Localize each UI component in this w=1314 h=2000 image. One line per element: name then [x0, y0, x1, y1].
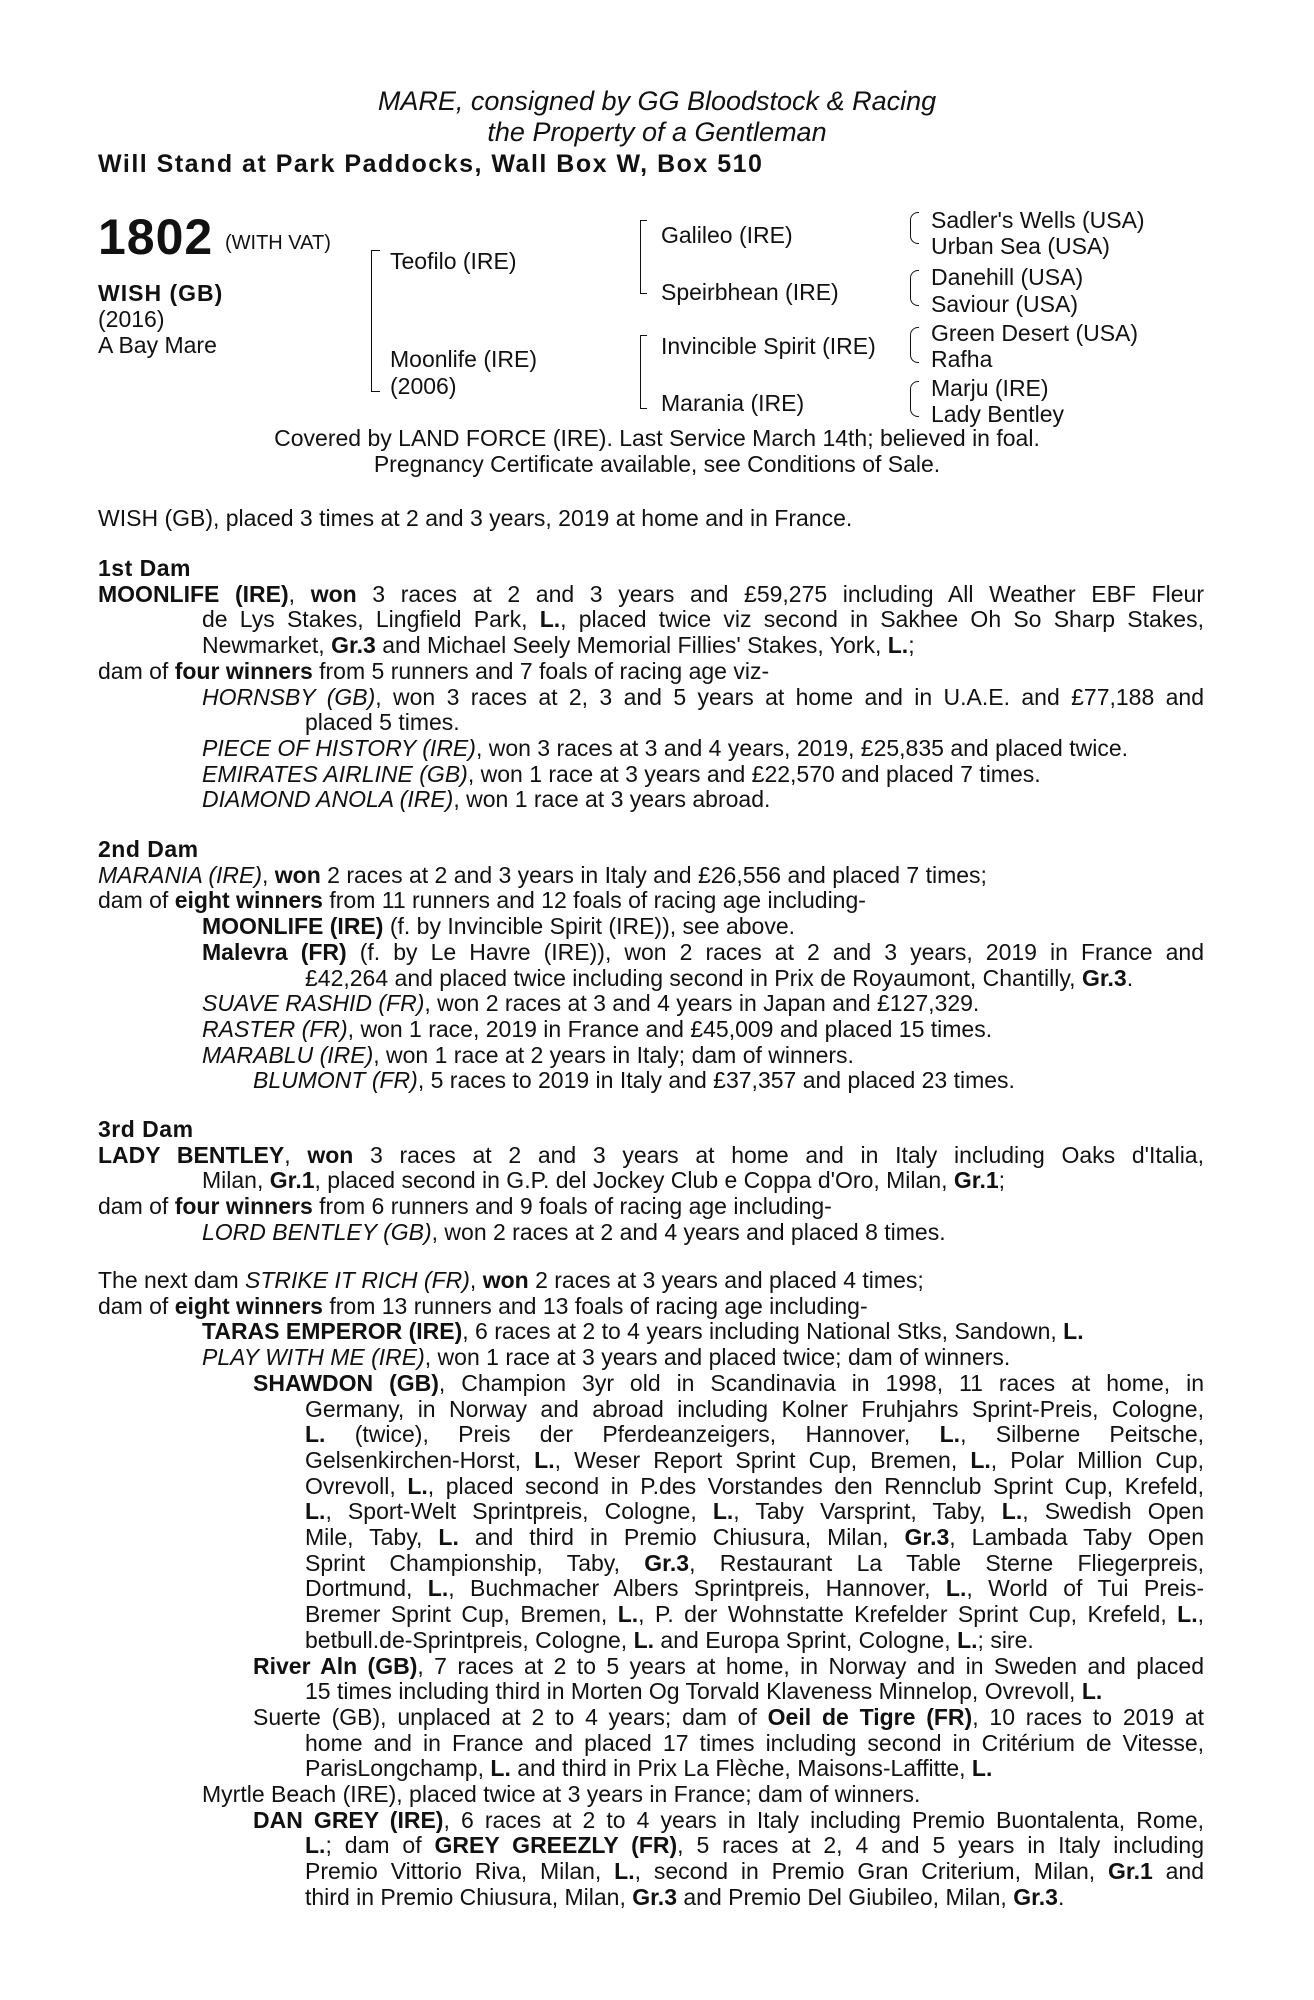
text-run: Ovrevoll,	[305, 1472, 408, 1499]
text-line	[98, 1268, 1204, 1294]
text-run: and Europa Sprint, Cologne,	[654, 1626, 958, 1653]
text-run: , P. der Wohnstatte Krefelder Sprint Cup, Krefeld,	[638, 1601, 1178, 1628]
text-run: MOONLIFE (IRE)	[202, 913, 384, 940]
text-run: Gr.1	[953, 1167, 999, 1194]
text-run: , won 1 race at 3 years abroad.	[453, 786, 771, 813]
pedigree-dam-sire: Invincible Spirit (IRE)	[661, 333, 876, 359]
text-line	[98, 685, 1204, 711]
text-run: third in Premio Chiusura, Milan,	[305, 1883, 633, 1910]
text-line	[98, 914, 1204, 940]
text-run: 3 races at 2 and 3 years and £59,275 including All Weather EBF Fleur	[356, 580, 1204, 607]
text-line	[98, 1833, 1204, 1859]
text-line	[98, 659, 1204, 685]
text-run: , 5 races at 2, 4 and 5 years in Italy including	[677, 1832, 1204, 1859]
text-line	[98, 1068, 1204, 1094]
text-run: ; sire.	[977, 1626, 1034, 1653]
text-run: (f. by Le Havre (IRE)), won 2 races at 2 and 3 years, 2019 in France and	[346, 938, 1204, 965]
text-run: Gr.3	[331, 632, 376, 659]
section-heading: 2nd Dam	[98, 836, 199, 862]
text-line	[98, 1319, 1204, 1345]
text-run: DIAMOND ANOLA (IRE)	[202, 786, 454, 813]
text-run: , won 3 races at 2, 3 and 5 years at home and in U.A.E. and £77,188 and	[375, 683, 1204, 710]
text-run: L.	[407, 1472, 428, 1499]
text-run: £42,264 and placed twice including second in Prix de Royaumont, Chantilly,	[305, 964, 1082, 991]
text-line	[98, 633, 1204, 659]
text-run: Bremer Sprint Cup, Bremen,	[305, 1601, 618, 1628]
text-run: ;	[998, 1167, 1006, 1194]
pedigree-dds: Marju (IRE)	[931, 375, 1049, 401]
text-line	[98, 1345, 1204, 1371]
pedigree-dam-year: (2006)	[390, 373, 457, 399]
text-run: TARAS EMPEROR (IRE)	[202, 1318, 463, 1345]
text-run: L.	[305, 1498, 326, 1525]
text-run: L.	[614, 1858, 635, 1885]
pedigree-sire-sire: Galileo (IRE)	[661, 222, 793, 248]
text-line	[98, 1602, 1204, 1628]
covered-note	[0, 426, 1314, 477]
text-line	[98, 1654, 1204, 1680]
text-run: L.	[534, 1446, 555, 1473]
horse-year: (2016)	[98, 306, 165, 332]
text-line	[98, 1474, 1204, 1500]
text-run: Sprint Championship, Taby,	[305, 1549, 645, 1576]
text-run: Dortmund,	[305, 1575, 428, 1602]
text-line	[98, 1143, 1204, 1169]
text-run: L.	[887, 632, 909, 659]
pedigree-dss: Green Desert (USA)	[931, 320, 1139, 346]
pedigree-sss: Sadler's Wells (USA)	[931, 207, 1145, 233]
pedigree-bracket-ds	[910, 327, 919, 363]
consignor-line: MARE, consigned by GG Bloodstock & Racing	[377, 86, 937, 116]
text-run: L.	[957, 1626, 978, 1653]
text-run: 2 races at 3 years and placed 4 times;	[528, 1267, 924, 1293]
pedigree-ssd: Urban Sea (USA)	[931, 233, 1110, 259]
text-run: , won 1 race at 3 years and placed twice; dam of winners.	[424, 1344, 1011, 1371]
pedigree-sds: Danehill (USA)	[931, 264, 1084, 290]
pedigree-bracket-dam	[640, 335, 647, 409]
first-dam-section	[98, 556, 1204, 813]
text-run: , Swedish Open	[1022, 1498, 1205, 1525]
text-run: PIECE OF HISTORY (IRE)	[202, 734, 476, 761]
text-line	[98, 736, 1204, 762]
text-run: , won 1 race at 2 years in Italy; dam of winners.	[373, 1041, 854, 1068]
text-run: L.	[617, 1601, 639, 1628]
text-run: .	[1126, 964, 1134, 991]
text-run: Milan,	[202, 1167, 270, 1194]
text-run: from 11 runners and 12 foals of racing age including-	[322, 887, 866, 914]
text-run: , 6 races at 2 to 4 years including National Stks, Sandown,	[462, 1318, 1064, 1345]
text-line	[98, 1371, 1204, 1397]
text-run: Mile, Taby,	[305, 1524, 439, 1551]
property-line: the Property of a Gentleman	[487, 117, 827, 147]
text-line	[98, 1628, 1204, 1654]
text-run: ; dam of	[325, 1832, 435, 1859]
text-line	[98, 1756, 1204, 1782]
text-run: PLAY WITH ME (IRE)	[202, 1344, 425, 1371]
text-line	[98, 1168, 1204, 1194]
text-line	[98, 1576, 1204, 1602]
text-run: MARANIA (IRE)	[98, 861, 262, 888]
text-run: L.	[971, 1755, 993, 1782]
text-line	[98, 582, 1204, 608]
text-run: HORNSBY (GB)	[202, 683, 376, 710]
text-run: L.	[438, 1524, 459, 1551]
text-run: de Lys Stakes, Lingfield Park,	[202, 606, 540, 633]
text-line	[98, 1448, 1204, 1474]
text-line	[98, 888, 1204, 914]
text-run: L.	[939, 1421, 961, 1448]
text-line	[98, 762, 1204, 788]
third-dam-section	[98, 1117, 1204, 1246]
text-line	[98, 1220, 1204, 1246]
text-run: L.	[490, 1755, 511, 1782]
text-run: , second in Premio Gran Criterium, Milan,	[634, 1858, 1109, 1885]
text-run: MARABLU (IRE)	[202, 1041, 374, 1068]
horse-name: WISH (GB)	[98, 280, 224, 306]
text-run: BLUMONT (FR)	[253, 1067, 418, 1094]
text-run: , placed second in G.P. del Jockey Club e Coppa d'Oro, Milan,	[314, 1167, 954, 1194]
stabling-line: Will Stand at Park Paddocks, Wall Box W, Box 510	[98, 150, 764, 178]
text-run: Gr.3	[904, 1524, 950, 1551]
text-run: EMIRATES AIRLINE (GB)	[202, 760, 468, 787]
text-line	[98, 1705, 1204, 1731]
text-run: Gelsenkirchen-Horst,	[305, 1446, 535, 1473]
pedigree-sire: Teofilo (IRE)	[390, 248, 517, 274]
text-run: Myrtle Beach (IRE), placed twice at 3 years in France; dam of winners.	[202, 1781, 921, 1808]
lot-number: 1802	[98, 209, 214, 265]
text-run: 2 races at 2 and 3 years in Italy and £26,556 and placed 7 times;	[320, 861, 987, 888]
text-line	[98, 991, 1204, 1017]
text-run: Germany, in Norway and abroad including Kolner Fruhjahrs Sprint-Preis, Cologne,	[305, 1395, 1204, 1422]
pedigree-bracket-ss	[910, 212, 919, 244]
text-run: won	[310, 580, 357, 607]
text-run: L.	[1063, 1318, 1084, 1345]
text-line	[98, 966, 1204, 992]
text-run: Suerte (GB), unplaced at 2 to 4 years; dam of	[253, 1703, 768, 1730]
text-run: RASTER (FR)	[202, 1015, 348, 1042]
text-run: , placed second in P.des Vorstandes den Rennclub Sprint Cup, Krefeld,	[427, 1472, 1205, 1499]
text-line	[98, 1499, 1204, 1525]
text-run: LORD BENTLEY (GB)	[202, 1218, 432, 1245]
text-run: L.	[970, 1446, 991, 1473]
text-line	[98, 863, 1204, 889]
text-run: L.	[1001, 1498, 1023, 1525]
text-run: L.	[305, 1832, 326, 1859]
text-run: The next dam	[98, 1267, 246, 1293]
text-run: 3 races at 2 and 3 years at home and in Italy including Oaks d'Italia,	[353, 1141, 1204, 1168]
text-run: , Lambada Taby Open	[949, 1524, 1204, 1551]
text-run: DAN GREY (IRE)	[253, 1806, 444, 1833]
text-run: , won 2 races at 3 and 4 years in Japan and £127,329.	[424, 990, 980, 1017]
text-run: betbull.de-Sprintpreis, Cologne,	[305, 1626, 634, 1653]
text-run: L.	[539, 606, 561, 633]
text-run: , won 3 races at 3 and 4 years, 2019, £25,835 and placed twice.	[475, 734, 1129, 761]
text-run: Newmarket,	[202, 632, 332, 659]
text-line	[98, 1194, 1204, 1220]
text-run: and third in Premio Chiusura, Milan,	[458, 1524, 905, 1551]
text-run: L.	[1081, 1678, 1103, 1705]
text-run: won	[482, 1267, 529, 1293]
text-run: and	[1152, 1858, 1205, 1885]
text-run: four winners	[174, 1193, 313, 1220]
text-line	[98, 1422, 1204, 1448]
text-run: won	[307, 1141, 354, 1168]
text-run: dam of	[98, 657, 175, 684]
text-run: Gr.1	[269, 1167, 315, 1194]
text-run: dam of	[98, 1292, 175, 1319]
text-run: from 6 runners and 9 foals of racing age including-	[312, 1193, 832, 1220]
text-line	[98, 787, 1204, 813]
text-run: L.	[427, 1575, 449, 1602]
text-run: , won 2 races at 2 and 4 years and placed 8 times.	[431, 1218, 946, 1245]
text-run: Oeil de Tigre (FR)	[767, 1703, 973, 1730]
text-run: four winners	[174, 657, 313, 684]
pedigree-bracket-sire	[640, 220, 647, 294]
horse-description: A Bay Mare	[98, 332, 217, 358]
text-line	[98, 1043, 1204, 1069]
text-run: and Michael Seely Memorial Fillies' Stakes, York,	[375, 632, 888, 659]
text-run: L.	[712, 1498, 734, 1525]
text-run: ,	[284, 1141, 308, 1168]
text-run: SUAVE RASHID (FR)	[202, 990, 425, 1017]
text-run: MOONLIFE (IRE)	[98, 580, 289, 607]
text-run: L.	[945, 1575, 967, 1602]
pedigree-dam-dam: Marania (IRE)	[661, 390, 805, 416]
text-run: home and in France and placed 17 times including second in Critérium de Vitesse,	[305, 1729, 1204, 1756]
text-run: eight winners	[174, 1292, 323, 1319]
text-run: , 7 races at 2 to 5 years at home, in Norway and in Sweden and placed	[417, 1652, 1205, 1679]
text-line	[98, 940, 1204, 966]
text-run: GREY GREEZLY (FR)	[434, 1832, 678, 1859]
text-run: , Weser Report Sprint Cup, Bremen,	[554, 1446, 971, 1473]
text-run: L.	[305, 1421, 326, 1448]
covered-line-2: Pregnancy Certificate available, see Conditions of Sale.	[373, 450, 941, 477]
covered-line-1: Covered by LAND FORCE (IRE). Last Service March 14th; believed in foal.	[274, 425, 1040, 451]
text-run: (twice), Preis der Pferdeanzeigers, Hannover,	[325, 1421, 940, 1448]
next-dam-section	[98, 1268, 1204, 1911]
text-run: 15 times including third in Morten Og Torvald Klaveness Minnelop, Ovrevoll,	[305, 1678, 1082, 1705]
text-run: River Aln (GB)	[253, 1652, 418, 1679]
text-line	[98, 1885, 1204, 1911]
text-line	[98, 1808, 1204, 1834]
text-run: from 13 runners and 13 foals of racing age including-	[322, 1292, 868, 1319]
pedigree-ddd: Lady Bentley	[931, 401, 1064, 427]
text-run: Gr.3	[644, 1549, 690, 1576]
text-run: L.	[633, 1626, 655, 1653]
pedigree-sire-dam: Speirbhean (IRE)	[661, 279, 839, 305]
text-run: won	[274, 861, 321, 888]
text-run: , Polar Million Cup,	[990, 1446, 1204, 1473]
text-run: Gr.3	[1013, 1883, 1058, 1910]
text-run: , World of Tui Preis-	[966, 1575, 1204, 1602]
text-line	[98, 1679, 1204, 1705]
pedigree-bracket-sd	[910, 270, 919, 306]
text-run: Malevra (FR)	[202, 938, 347, 965]
pedigree-dam: Moonlife (IRE)	[390, 346, 537, 372]
text-run: Gr.3	[1081, 964, 1127, 991]
text-run: , Sport-Welt Sprintpreis, Cologne,	[325, 1498, 713, 1525]
vat-note: (WITH VAT)	[225, 232, 331, 254]
text-run: , 6 races at 2 to 4 years in Italy including Premio Buontalenta, Rome,	[443, 1806, 1205, 1833]
text-run: .	[1057, 1883, 1065, 1910]
text-run: placed 5 times.	[305, 709, 460, 736]
text-line	[98, 1859, 1204, 1885]
text-run: L.	[1177, 1601, 1198, 1628]
text-line	[98, 1294, 1204, 1320]
text-run: , Taby Varsprint, Taby,	[733, 1498, 1002, 1525]
text-run: ,	[469, 1267, 483, 1293]
text-run: (f. by Invincible Spirit (IRE)), see above.	[383, 913, 796, 940]
text-run: dam of	[98, 887, 175, 914]
text-run: ,	[1197, 1601, 1204, 1628]
text-run: , Silberne Peitsche,	[960, 1421, 1204, 1448]
text-run: , 10 races to 2019 at	[972, 1703, 1204, 1730]
text-run: ,	[288, 580, 311, 607]
text-line	[98, 607, 1204, 633]
text-run: , placed twice viz second in Sakhee Oh So Sharp Stakes,	[560, 606, 1204, 633]
text-run: , Champion 3yr old in Scandinavia in 1998, 11 races at home, in	[438, 1369, 1204, 1396]
pedigree-bracket-first	[371, 250, 380, 392]
text-line	[98, 1525, 1204, 1551]
text-run: , Buchmacher Albers Sprintpreis, Hannover,	[448, 1575, 946, 1602]
pedigree-bracket-dd	[910, 381, 919, 417]
text-run: , won 1 race, 2019 in France and £45,009 and placed 15 times.	[347, 1015, 993, 1042]
text-run: SHAWDON (GB)	[253, 1369, 439, 1396]
text-line	[98, 1017, 1204, 1043]
text-run: LADY BENTLEY	[98, 1141, 285, 1168]
text-run: eight winners	[174, 887, 323, 914]
second-dam-section	[98, 837, 1204, 1094]
text-run: and third in Prix La Flèche, Maisons-Laffitte,	[510, 1755, 972, 1782]
text-run: ParisLongchamp,	[305, 1755, 491, 1782]
pedigree-sdd: Saviour (USA)	[931, 291, 1078, 317]
text-run: Gr.3	[632, 1883, 677, 1910]
text-run: , won 1 race at 3 years and £22,570 and placed 7 times.	[467, 760, 1041, 787]
text-run: Gr.1	[1108, 1858, 1153, 1885]
section-heading: 3rd Dam	[98, 1116, 194, 1142]
text-run: Premio Vittorio Riva, Milan,	[305, 1858, 615, 1885]
text-run: STRIKE IT RICH (FR)	[245, 1267, 470, 1293]
text-run: from 5 runners and 7 foals of racing age viz-	[312, 657, 770, 684]
section-heading: 1st Dam	[98, 555, 191, 581]
text-run: ;	[908, 632, 915, 659]
pedigree-dsd: Rafha	[931, 346, 993, 372]
text-run: , 5 races to 2019 in Italy and £37,357 and placed 23 times.	[417, 1067, 1015, 1094]
text-run: ,	[262, 861, 275, 888]
text-run: and Premio Del Giubileo, Milan,	[677, 1883, 1014, 1910]
text-line	[98, 1551, 1204, 1577]
text-run: dam of	[98, 1193, 175, 1220]
text-run: , Restaurant La Table Sterne Fliegerpreis,	[689, 1549, 1204, 1576]
horse-summary: WISH (GB), placed 3 times at 2 and 3 years, 2019 at home and in France.	[98, 505, 853, 531]
